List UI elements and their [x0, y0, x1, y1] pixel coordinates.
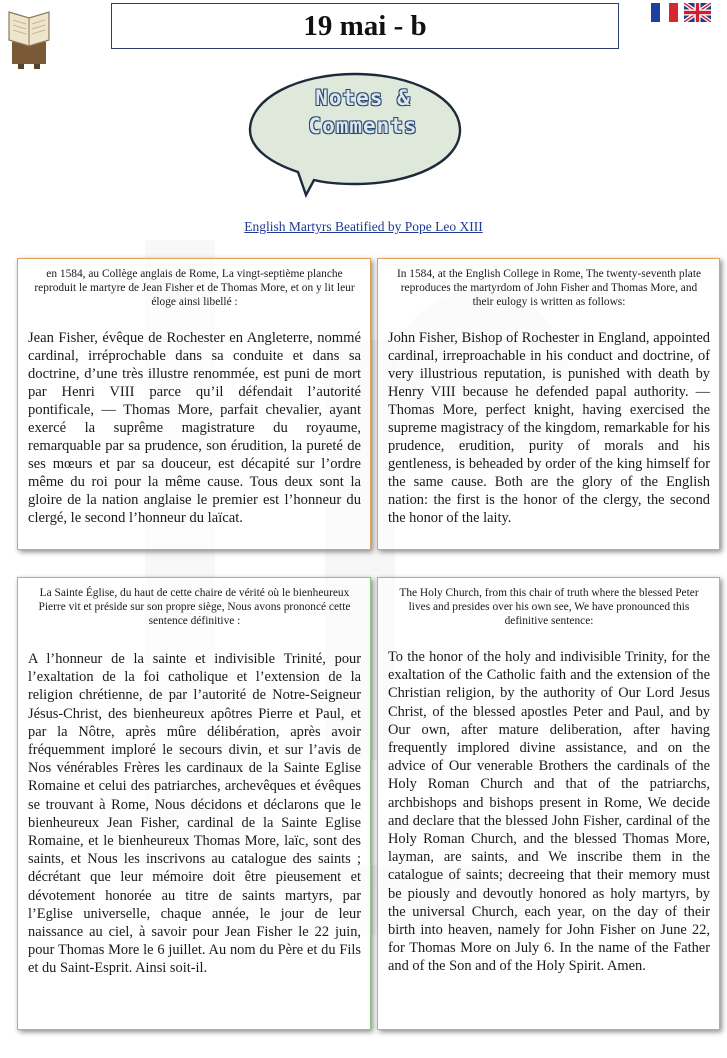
english-bottom-body: To the honor of the holy and indivisible Trinity, for the exaltation of the Catholic faith and the extension of the Christian religion, by the authority of Our Lord Jesus Christ, of the blessed apostles Peter and Paul, and by Our own, after mature deliberation, after having frequently implored divine assistance, and on the advice of Our venerable Brothers the cardinals of the Holy Roman Church and that of the patriarchs, archbishops and bishops present in Rome, We decide and declare that the blessed John Fisher, cardinal of the Holy Roman Church, and the blessed Thomas More, layman, are saints, and We inscribe them in the catalogue of saints; decreeing that their memory must be piously and devoutly honored as holy martyrs, by the universal Church, each year, on the day of their birth into heaven, namely for John Fisher on June 22, for Thomas More on July 6. In the name of the Father and of the Son and of the Holy Spirit. Amen. — [388, 649, 710, 975]
french-panel-bottom — [17, 577, 371, 1030]
french-panel-top — [17, 258, 371, 550]
english-bottom-intro: The Holy Church, from this chair of truth where the blessed Peter lives and presides over his own see, We have pronounced this definitive sentence: — [399, 587, 699, 627]
book-stand-icon — [4, 2, 54, 70]
notes-comments-label — [268, 84, 458, 140]
french-top-body: Jean Fisher, évêque de Rochester en Angleterre, nommé cardinal, irréprochable dans sa conduite et dans sa doctrine, d’une très illustre renommée, est puni de mort par Henri VIII parce qu’il défendait l’autorité pontificale, — Thomas More, parfait chevalier, ayant exercé la suprême magistrature du royaume, remarquable par sa prudence, son érudition, la pureté de ses mœurs et par sa douceur, est décapité sur l’ordre même du roi pour la même cause. Tous deux sont la gloire de la nation anglaise le premier est l’honneur du clergé, le second l’honneur du laïcat. — [28, 330, 361, 526]
french-bottom-body: A l’honneur de la sainte et indivisible Trinité, pour l’exaltation de la foi catholique et l’extension de la religion chrétienne, de par l’autorité de Notre-Seigneur Jésus-Christ, des bienheureux apôtres Pierre et Paul, et par la Nôtre, après mûre délibération, après avoir fréquemment imploré le secours divin, et sur l’avis de Nos vénérables Frères les cardinaux de la Sainte Eglise Romaine et celui des patriarches, archevêques et évêques se trouvant à Rome, Nous décidons et déclarons que le bienheureux Jean Fisher, cardinal de la Sainte Eglise Romaine, et le bienheureux Thomas More, laïc, sont des saints, et Nous les inscrivons au catalogue des saints ; décrétant que leur mémoire doit être pieusement et dévotement honorée au titre de saints martyrs, par l’Eglise universelle, chaque année, le jour de leur naissance au ciel, à savoir pour Jean Fisher le 22 juin, pour Thomas More le 6 juillet. Au nom du Père et du Fils et du Saint-Esprit. Ainsi soit-il. — [28, 651, 361, 977]
english-top-intro: In 1584, at the English College in Rome, The twenty-seventh plate reproduces the martyrdom of John Fisher and Thomas More, and their eulogy is written as follows: — [396, 268, 702, 308]
english-panel-bottom — [377, 577, 720, 1030]
bubble-line-2: Comments — [308, 114, 418, 138]
french-top-intro: en 1584, au Collège anglais de Rome, La vingt-septième planche reproduit le martyre de Jean Fisher et de Thomas More, et on y lit leur éloge ainsi libellé : — [34, 268, 355, 308]
bubble-line-1: Notes & — [315, 86, 411, 110]
page-title: 19 mai - b — [111, 3, 619, 49]
article-link[interactable]: English Martyrs Beatified by Pope Leo XIII — [244, 219, 483, 234]
french-bottom-intro: La Sainte Église, du haut de cette chaire de vérité où le bienheureux Pierre vit et préside sur son propre siège, Nous avons prononcé cette sentence définitive : — [38, 587, 351, 627]
french-flag-icon[interactable] — [651, 3, 678, 22]
english-top-body: John Fisher, Bishop of Rochester in England, appointed cardinal, irreproachable in his conduct and doctrine, of very illustrious reputation, is punished with death by Henry VIII because he defended papal authority. — Thomas More, perfect knight, having exercised the supreme magistracy of the kingdom, remarkable for his prudence, erudition, purity of morals and his gentleness, is beheaded by order of the king himself for the same cause. Both are the glory of the English nation: the first is the honor of the clergy, the second the honor of the laity. — [388, 330, 710, 526]
english-flag-icon[interactable] — [684, 3, 711, 22]
english-panel-top — [377, 258, 720, 550]
